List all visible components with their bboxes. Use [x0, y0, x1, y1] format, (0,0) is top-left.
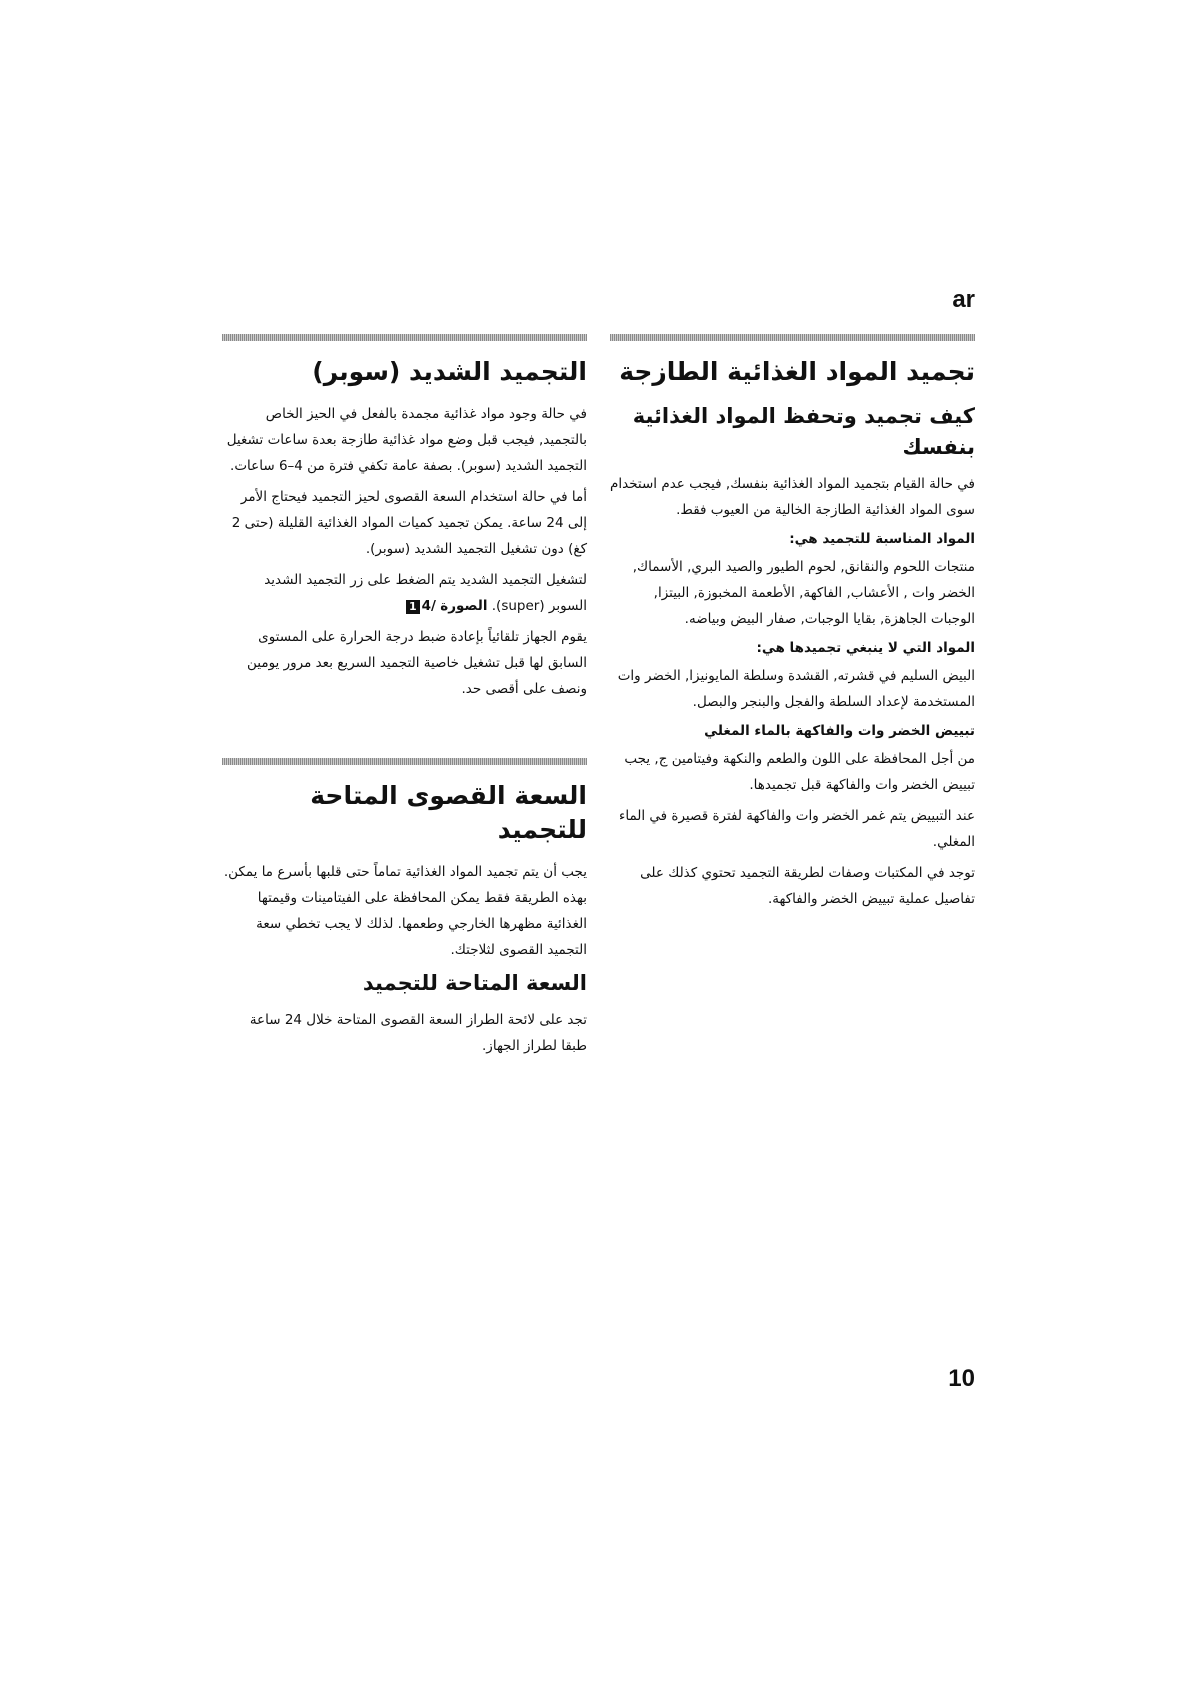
figure-label: الصورة — [440, 598, 488, 614]
suitable-foods-heading: المواد المناسبة للتجميد هي: — [789, 531, 975, 547]
super-freezing-paragraph-1: في حالة وجود مواد غذائية مجمدة بالفعل في الحيز الخاص بالتجميد, فيجب قبل وضع مواد غذائية طازجة بعدة ساعات تشغيل التجميد الشديد (سوبر). بصفة عامة تكفي فترة من 4–6 ساعات. — [226, 406, 587, 474]
how-to-freeze-subtitle: كيف تجميد وتحفظ المواد الغذائية بنفسك — [632, 404, 975, 459]
super-freezing-title: التجميد الشديد (سوبر) — [312, 357, 587, 386]
right-column — [610, 334, 975, 917]
available-capacity-text: تجد على لائحة الطراز السعة القصوى المتاحة خلال 24 ساعة طبقا لطراز الجهاز. — [249, 1012, 587, 1054]
section-rule — [222, 334, 587, 341]
left-column-super-freezing — [222, 334, 587, 707]
freezing-fresh-food-title: تجميد المواد الغذائية الطازجة — [619, 357, 975, 386]
language-tag: ar — [952, 286, 975, 313]
max-capacity-text: يجب أن يتم تجميد المواد الغذائية تماماً حتى قلبها بأسرع ما يمكن. بهذه الطريقة فقط يمكن المحافظة على الفيتامينات وقيمتها الغذائية مظهرها الخارجي وطعمها. لذلك لا يجب تخطي سعة التجميد القصوى لثلاجتك. — [223, 864, 587, 958]
available-capacity-heading: السعة المتاحة للتجميد — [362, 971, 587, 995]
blanching-paragraph-3: توجد في المكتبات وصفات لطريقة التجميد تحتوي كذلك على تفاصيل عملية تبييض الخضر والفاكهة. — [640, 865, 975, 907]
intro-paragraph: في حالة القيام بتجميد المواد الغذائية بنفسك, فيجب عدم استخدام سوى المواد الغذائية الطازجة الخالية من العيوب فقط. — [610, 476, 975, 518]
max-capacity-title: السعة القصوى المتاحة للتجميد — [310, 781, 587, 844]
figure-number-badge: 1 — [406, 600, 420, 614]
unsuitable-foods-heading: المواد التي لا ينبغي تجميدها هي: — [756, 640, 975, 656]
section-rule — [222, 758, 587, 765]
super-freezing-paragraph-2: أما في حالة استخدام السعة القصوى لحيز التجميد فيحتاج الأمر إلى 24 ساعة. يمكن تجميد كميات المواد الغذائية القليلة (حتى 2 كغ) دون تشغيل التجميد الشديد (سوبر). — [231, 489, 587, 557]
super-freezing-paragraph-4: يقوم الجهاز تلقائياً بإعادة ضبط درجة الحرارة على المستوى السابق لها قبل تشغيل خاصية التجميد السريع بعد مرور يومين ونصف على أقصى حد. — [246, 629, 587, 697]
super-freezing-paragraph-3 — [222, 567, 587, 619]
blanching-heading: تبييض الخضر وات والفاكهة بالماء المغلي — [704, 723, 975, 739]
figure-ref: /4 — [421, 598, 436, 614]
page-number: 10 — [948, 1365, 975, 1392]
left-column-capacity — [222, 758, 587, 1064]
unsuitable-foods-text: البيض السليم في قشرته, القشدة وسلطة المايونيزا, الخضر وات المستخدمة لإعداد السلطة والفجل والبنجر والبصل. — [617, 668, 975, 710]
blanching-paragraph-1: من أجل المحافظة على اللون والطعم والنكهة وفيتامين ج, يجب تبييض الخضر وات والفاكهة قبل تجميدها. — [624, 751, 975, 793]
suitable-foods-text: منتجات اللحوم والنقانق, لحوم الطيور والصيد البري, الأسماك, الخضر وات , الأعشاب, الفاكهة, الأطعمة المخبوزة, البيتزا, الوجبات الجاهزة, بقايا الوجبات, صفار البيض وبياضه. — [632, 559, 975, 627]
super-freezing-instruction: لتشغيل التجميد الشديد يتم الضغط على زر التجميد الشديد السوبر (super). — [264, 572, 587, 614]
section-rule — [610, 334, 975, 341]
blanching-paragraph-2: عند التبييض يتم غمر الخضر وات والفاكهة لفترة قصيرة في الماء المغلي. — [618, 808, 975, 850]
